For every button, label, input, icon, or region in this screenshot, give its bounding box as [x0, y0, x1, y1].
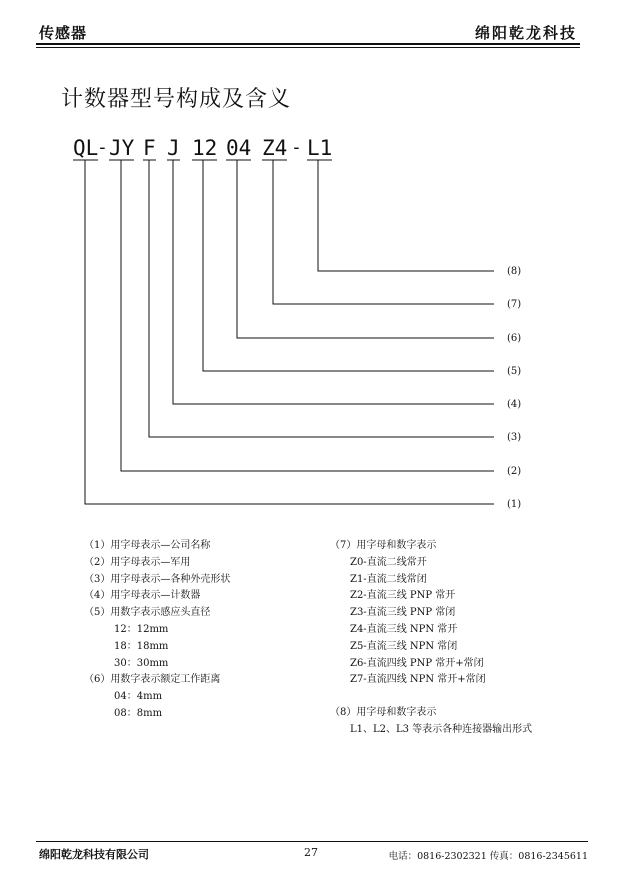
legend-left-column — [84, 538, 230, 723]
legend-subitem-z5: Z5-直流三线 NPN 常闭 — [350, 640, 458, 652]
legend-subitem-12mm: 12：12mm — [114, 623, 169, 635]
legend-item-3: （3）用字母表示—各种外壳形状 — [84, 573, 231, 585]
legend-subitem-4mm: 04：4mm — [114, 691, 163, 703]
page-number: 27 — [304, 846, 318, 859]
code-dash-1: - — [97, 137, 108, 158]
leader-line-2 — [121, 160, 494, 471]
legend-item-5: （5）用数字表示感应头直径 — [84, 607, 211, 619]
footer-rule — [36, 841, 588, 842]
legend-subitem-z7: Z7-直流四线 NPN 常开+常闭 — [350, 674, 486, 686]
code-dash-2: - — [291, 137, 302, 158]
legend-subitem-connectors: L1、L2、L3 等表示各种连接器输出形式 — [350, 723, 533, 735]
callout-1: (1) — [507, 499, 522, 510]
code-segment-l1: L1 — [307, 136, 333, 160]
code-segment-z4: Z4 — [262, 136, 288, 160]
legend-item-6: （6）用数字表示额定工作距离 — [84, 674, 221, 686]
legend-item-8: （8）用字母和数字表示 — [330, 707, 437, 719]
leader-line-1 — [85, 160, 494, 504]
callout-4: (4) — [507, 399, 522, 410]
legend-spacer — [330, 689, 532, 705]
header-company-name: 绵阳乾龙科技 — [474, 24, 577, 42]
code-segment-f: F — [143, 136, 156, 160]
legend-item-4: （4）用字母表示—计数器 — [84, 590, 201, 602]
callout-5: (5) — [507, 366, 522, 377]
code-segment-j: J — [167, 136, 180, 160]
leader-line-7 — [273, 160, 494, 304]
legend-subitem-z4: Z4-直流三线 NPN 常开 — [350, 623, 458, 635]
legend-subitem-30mm: 30：30mm — [114, 657, 169, 669]
callout-7: (7) — [507, 299, 522, 310]
legend-right-column — [330, 538, 532, 739]
legend-subitem-8mm: 08：8mm — [114, 707, 163, 719]
legend-item-7: （7）用字母和数字表示 — [330, 540, 437, 551]
legend-subitem-18mm: 18：18mm — [114, 640, 169, 652]
code-segment-jy: JY — [109, 136, 135, 160]
code-segment-12: 12 — [192, 136, 218, 160]
leader-line-6 — [237, 160, 494, 338]
legend-subitem-z6: Z6-直流四线 PNP 常开+常闭 — [350, 657, 484, 669]
footer-company: 绵阳乾龙科技有限公司 — [39, 848, 149, 861]
legend-subitem-z1: Z1-直流二线常闭 — [350, 573, 427, 585]
legend-item-2: （2）用字母表示—军用 — [84, 556, 191, 568]
callout-6: (6) — [507, 333, 522, 344]
footer-contact: 电话：0816-2302321 传真：0816-2345611 — [388, 851, 588, 862]
legend-subitem-z2: Z2-直流三线 PNP 常开 — [350, 590, 456, 602]
leader-line-8 — [318, 160, 494, 271]
leader-line-5 — [203, 160, 494, 371]
header-section-label: 传感器 — [39, 24, 88, 42]
code-segment-ql: QL — [73, 136, 99, 160]
callout-2: (2) — [507, 466, 522, 477]
leader-line-3 — [149, 160, 494, 437]
leader-line-4 — [173, 160, 494, 404]
legend-subitem-z0: Z0-直流二线常开 — [350, 556, 427, 568]
legend-subitem-z3: Z3-直流三线 PNP 常闭 — [350, 607, 456, 619]
page-title: 计数器型号构成及含义 — [61, 87, 292, 112]
callout-8: (8) — [507, 266, 522, 277]
callout-3: (3) — [507, 432, 522, 443]
code-segment-04: 04 — [226, 136, 252, 160]
legend-item-1: （1）用字母表示—公司名称 — [84, 540, 211, 551]
